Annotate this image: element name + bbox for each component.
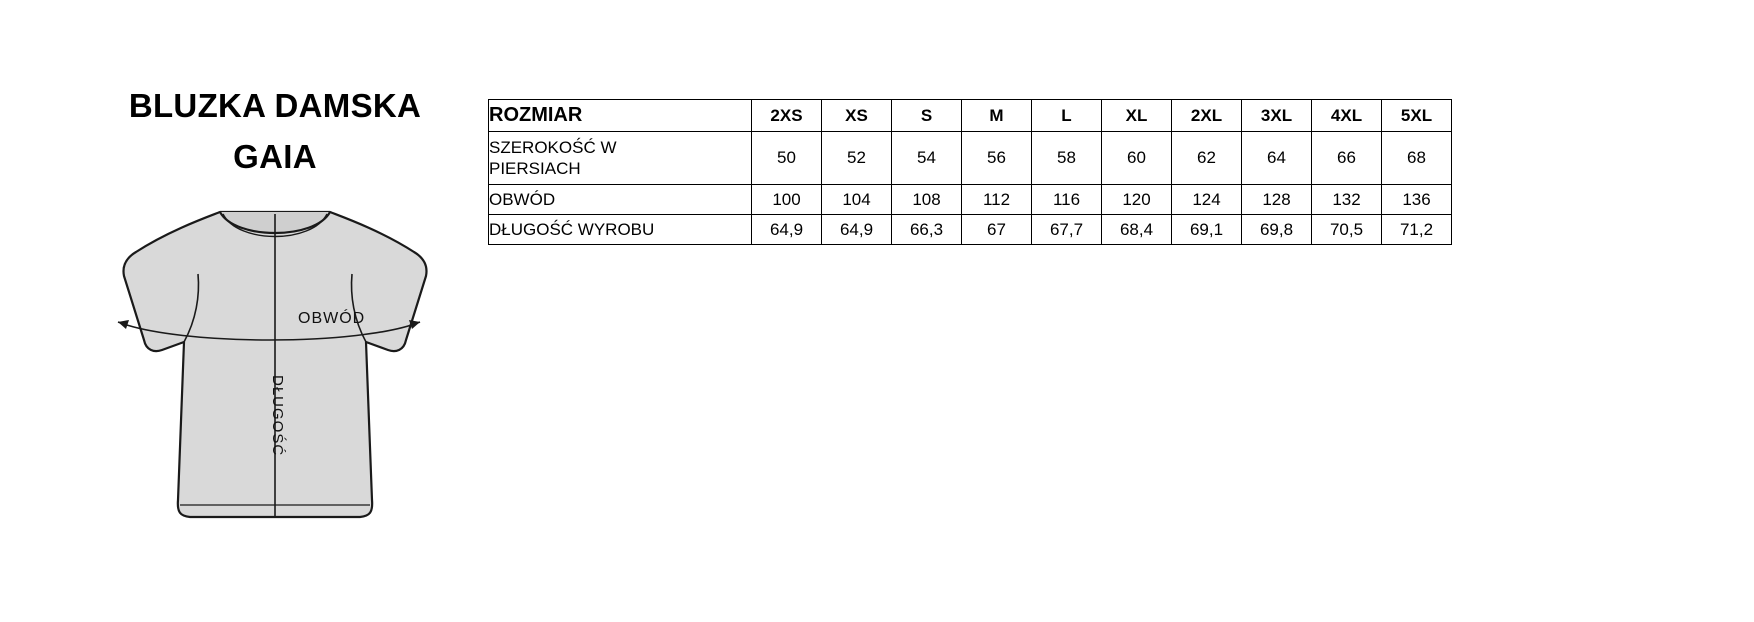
cell-chest-2xs: 50 (752, 132, 822, 185)
size-header-s: S (892, 100, 962, 132)
cell-chest-xl: 60 (1102, 132, 1172, 185)
row-label-chest-width (489, 132, 752, 185)
cell-chest-4xl: 66 (1312, 132, 1382, 185)
cell-circ-s: 108 (892, 185, 962, 215)
cell-chest-xs: 52 (822, 132, 892, 185)
cell-len-m: 67 (962, 215, 1032, 245)
cell-chest-l: 58 (1032, 132, 1102, 185)
cell-circ-2xs: 100 (752, 185, 822, 215)
product-figure-panel (60, 80, 490, 600)
cell-len-xl: 68,4 (1102, 215, 1172, 245)
cell-circ-3xl: 128 (1242, 185, 1312, 215)
cell-circ-l: 116 (1032, 185, 1102, 215)
cell-chest-s: 54 (892, 132, 962, 185)
cell-chest-5xl: 68 (1382, 132, 1452, 185)
cell-circ-m: 112 (962, 185, 1032, 215)
table-row-header (489, 100, 1452, 132)
size-header-2xs: 2XS (752, 100, 822, 132)
shirt-diagram (60, 200, 490, 600)
row-label-chest-width-line-1: SZEROKOŚĆ W (489, 137, 617, 157)
size-header-l: L (1032, 100, 1102, 132)
table-row (489, 185, 1452, 215)
row-label-length: DŁUGOŚĆ WYROBU (489, 215, 752, 245)
cell-len-2xl: 69,1 (1172, 215, 1242, 245)
size-header-xl: XL (1102, 100, 1172, 132)
cell-len-4xl: 70,5 (1312, 215, 1382, 245)
table-row (489, 215, 1452, 245)
length-label: DŁUGOŚĆ (269, 375, 286, 457)
product-title-line-2: GAIA (233, 138, 317, 176)
size-header-4xl: 4XL (1312, 100, 1382, 132)
cell-len-2xs: 64,9 (752, 215, 822, 245)
circumference-label: OBWÓD (298, 310, 366, 327)
size-table (488, 99, 1452, 245)
size-header-m: M (962, 100, 1032, 132)
size-header-xs: XS (822, 100, 892, 132)
size-header-2xl: 2XL (1172, 100, 1242, 132)
page-title (60, 80, 490, 182)
table-header-rozmiar: ROZMIAR (489, 100, 752, 132)
cell-circ-5xl: 136 (1382, 185, 1452, 215)
cell-len-s: 66,3 (892, 215, 962, 245)
cell-circ-xs: 104 (822, 185, 892, 215)
size-header-3xl: 3XL (1242, 100, 1312, 132)
size-table-container (488, 99, 1440, 245)
table-row (489, 132, 1452, 185)
size-header-5xl: 5XL (1382, 100, 1452, 132)
cell-chest-3xl: 64 (1242, 132, 1312, 185)
cell-len-3xl: 69,8 (1242, 215, 1312, 245)
cell-len-xs: 64,9 (822, 215, 892, 245)
product-title-line-1: BLUZKA DAMSKA (128, 87, 422, 124)
cell-circ-2xl: 124 (1172, 185, 1242, 215)
cell-circ-4xl: 132 (1312, 185, 1382, 215)
cell-circ-xl: 120 (1102, 185, 1172, 215)
cell-chest-2xl: 62 (1172, 132, 1242, 185)
row-label-circumference: OBWÓD (489, 185, 752, 215)
cell-len-l: 67,7 (1032, 215, 1102, 245)
cell-len-5xl: 71,2 (1382, 215, 1452, 245)
row-label-chest-width-line-2: PIERSIACH (489, 159, 581, 178)
cell-chest-m: 56 (962, 132, 1032, 185)
